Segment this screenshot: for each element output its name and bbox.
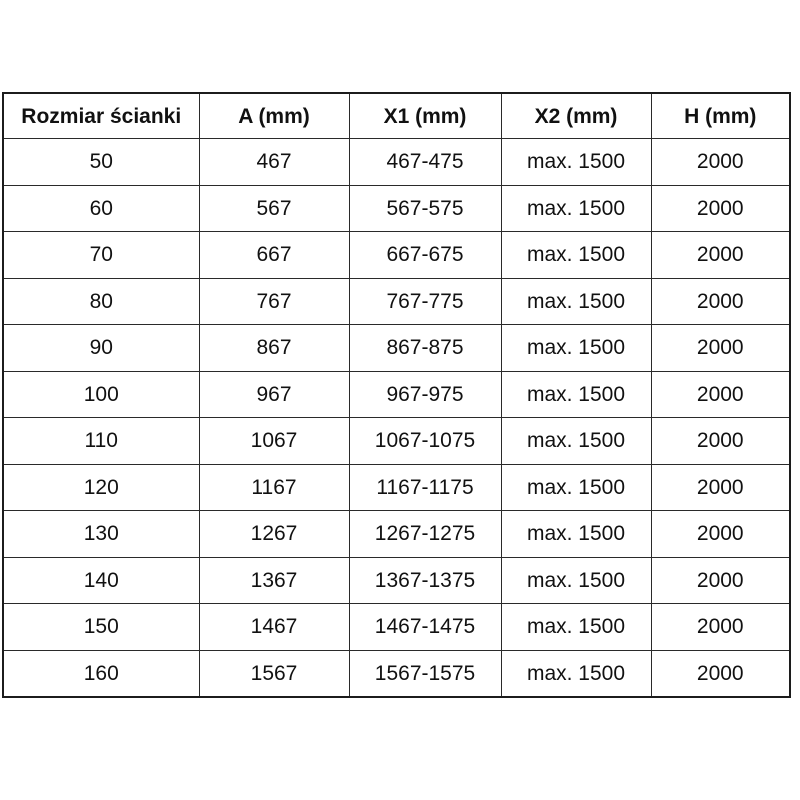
table-cell: 1167 — [199, 464, 349, 511]
table-row — [3, 464, 790, 511]
table-cell: max. 1500 — [501, 604, 651, 651]
table-cell: 2000 — [651, 464, 790, 511]
column-header: Rozmiar ścianki — [3, 93, 199, 139]
table-cell: max. 1500 — [501, 511, 651, 558]
table-cell: 1067 — [199, 418, 349, 465]
table-cell: 1367-1375 — [349, 557, 501, 604]
table-cell: 80 — [3, 278, 199, 325]
table-cell: 967 — [199, 371, 349, 418]
table-cell: 2000 — [651, 418, 790, 465]
table-row — [3, 371, 790, 418]
table-cell: 2000 — [651, 650, 790, 697]
table-cell: max. 1500 — [501, 185, 651, 232]
table-cell: 867-875 — [349, 325, 501, 372]
table-body — [3, 139, 790, 698]
table-cell: 90 — [3, 325, 199, 372]
table-cell: max. 1500 — [501, 464, 651, 511]
table-cell: 667 — [199, 232, 349, 279]
table-cell: max. 1500 — [501, 418, 651, 465]
table-cell: 110 — [3, 418, 199, 465]
table-row — [3, 232, 790, 279]
table-cell: max. 1500 — [501, 232, 651, 279]
table-cell: 467-475 — [349, 139, 501, 186]
spec-table — [2, 92, 791, 698]
header-row — [3, 93, 790, 139]
table-cell: 467 — [199, 139, 349, 186]
table-cell: 120 — [3, 464, 199, 511]
table-cell: max. 1500 — [501, 371, 651, 418]
table-cell: 100 — [3, 371, 199, 418]
table-cell: 767-775 — [349, 278, 501, 325]
table-cell: 160 — [3, 650, 199, 697]
table-cell: 2000 — [651, 371, 790, 418]
table-cell: 2000 — [651, 511, 790, 558]
table-cell: max. 1500 — [501, 650, 651, 697]
table-row — [3, 185, 790, 232]
column-header: X1 (mm) — [349, 93, 501, 139]
table-row — [3, 278, 790, 325]
table-cell: 1067-1075 — [349, 418, 501, 465]
table-cell: 130 — [3, 511, 199, 558]
table-cell: 2000 — [651, 278, 790, 325]
table-cell: 1267 — [199, 511, 349, 558]
table-cell: 667-675 — [349, 232, 501, 279]
table-cell: 2000 — [651, 325, 790, 372]
table-cell: 60 — [3, 185, 199, 232]
table-row — [3, 511, 790, 558]
table-cell: 2000 — [651, 232, 790, 279]
table-cell: max. 1500 — [501, 325, 651, 372]
table-cell: 70 — [3, 232, 199, 279]
table-cell: max. 1500 — [501, 139, 651, 186]
table-cell: 2000 — [651, 185, 790, 232]
table-cell: max. 1500 — [501, 557, 651, 604]
table-cell: 150 — [3, 604, 199, 651]
table-cell: 567-575 — [349, 185, 501, 232]
table-cell: 1567-1575 — [349, 650, 501, 697]
table-cell: 140 — [3, 557, 199, 604]
table-cell: 1467-1475 — [349, 604, 501, 651]
table-cell: 50 — [3, 139, 199, 186]
table-cell: max. 1500 — [501, 278, 651, 325]
column-header: A (mm) — [199, 93, 349, 139]
table-row — [3, 325, 790, 372]
table-row — [3, 557, 790, 604]
table-cell: 1567 — [199, 650, 349, 697]
table-row — [3, 139, 790, 186]
table-cell: 2000 — [651, 604, 790, 651]
table-row — [3, 650, 790, 697]
table-cell: 767 — [199, 278, 349, 325]
table-row — [3, 418, 790, 465]
table-cell: 1467 — [199, 604, 349, 651]
column-header: X2 (mm) — [501, 93, 651, 139]
table-cell: 867 — [199, 325, 349, 372]
table-cell: 2000 — [651, 139, 790, 186]
table-cell: 567 — [199, 185, 349, 232]
table-cell: 2000 — [651, 557, 790, 604]
table-cell: 967-975 — [349, 371, 501, 418]
column-header: H (mm) — [651, 93, 790, 139]
table-cell: 1167-1175 — [349, 464, 501, 511]
table-row — [3, 604, 790, 651]
table-cell: 1367 — [199, 557, 349, 604]
table-cell: 1267-1275 — [349, 511, 501, 558]
